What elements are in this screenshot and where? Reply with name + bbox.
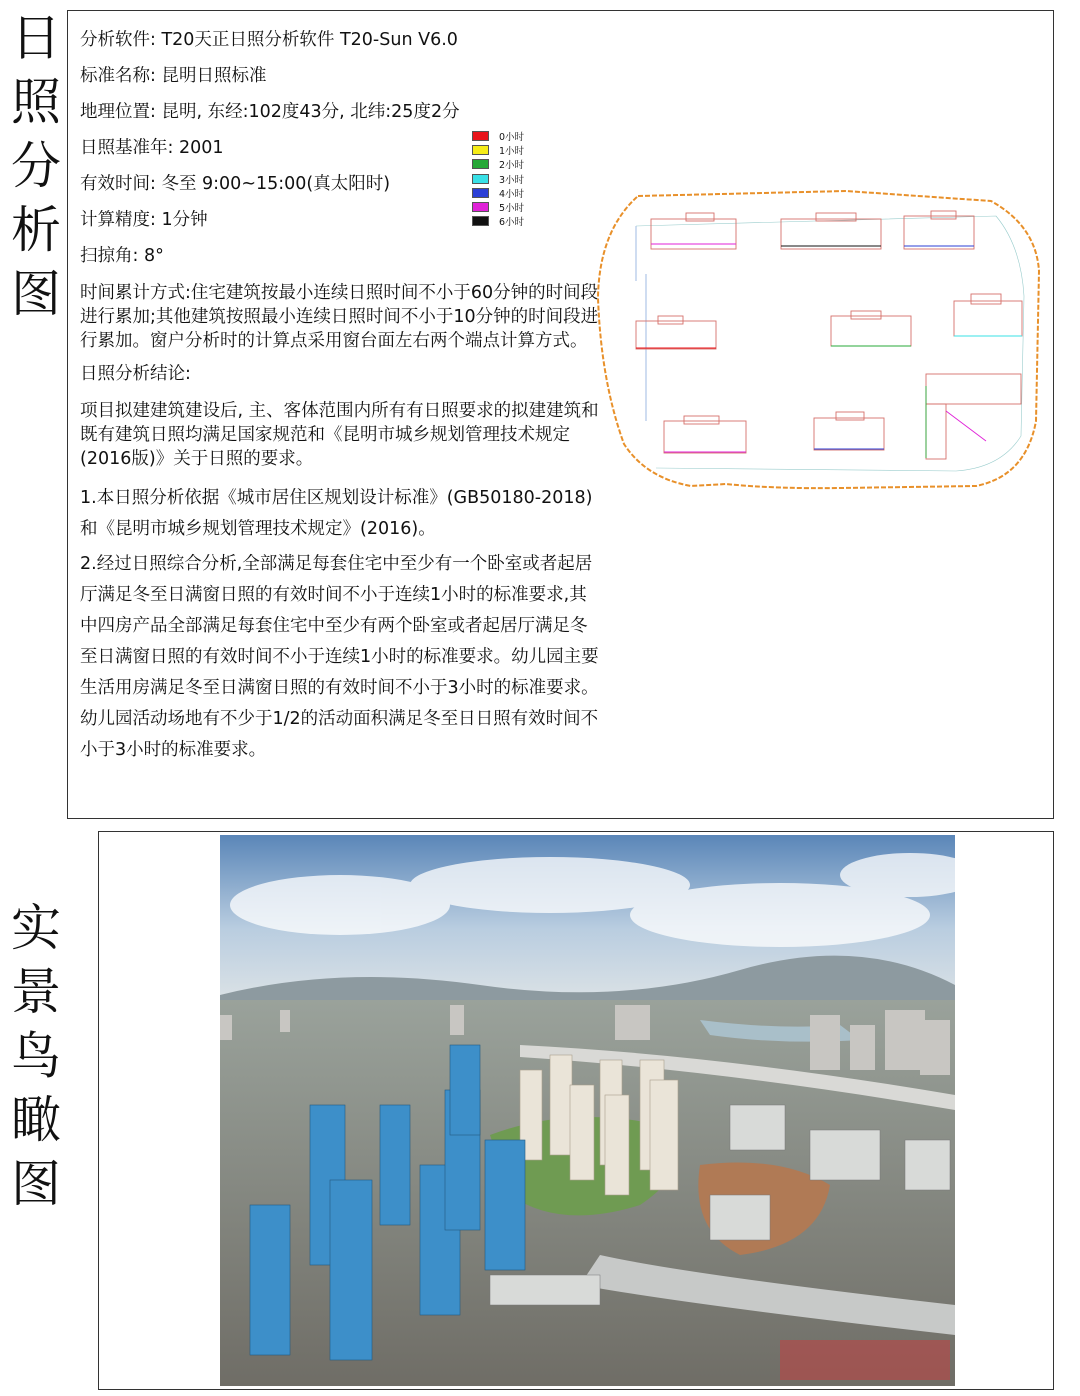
side-title-char: 瞰 [11, 1091, 61, 1149]
aerial-view-panel [98, 831, 1054, 1390]
conclusion-point-2: 2.经过日照综合分析,全部满足每套住宅中至少有一个卧室或者起居厅满足冬至日满窗日照的有效时间不小于连续1小时的标准要求,其中四房产品全部满足每套住宅中至少有两个卧室或者起居厅满足冬至日满窗日照的有效时间不小于连续1小时的标准要求。幼儿园主要生活用房满足冬至日满窗日照的有效时间不小于3小时的标准要求。幼儿园活动场地有不少于1/2的活动面积满足冬至日日照有效时间不小于3小时的标准要求。 [80, 554, 599, 760]
location-line: 地理位置: 昆明, 东经:102度43分, 北纬:25度2分 [80, 102, 460, 122]
sunlight-hours-legend [472, 129, 552, 228]
building-top-left [651, 213, 736, 249]
legend-item [472, 172, 552, 186]
legend-swatch [472, 202, 489, 212]
building-plans [636, 211, 1022, 459]
side-title-char: 照 [11, 73, 61, 131]
legend-label: 1小时 [499, 146, 525, 158]
inner-boundary [636, 216, 1024, 471]
legend-swatch [472, 188, 489, 198]
building-mid-right [954, 294, 1022, 336]
legend-label: 6小时 [499, 217, 525, 229]
side-title-char: 鸟 [11, 1027, 61, 1085]
road-line [636, 226, 646, 421]
legend-item [472, 129, 552, 143]
building-top-middle [781, 213, 881, 249]
side-title-char: 实 [11, 899, 61, 957]
building-bottom-middle [814, 412, 884, 450]
sweep-angle-line: 扫掠角: 8° [80, 246, 164, 266]
legend-swatch [472, 131, 489, 141]
valid-time-line: 有效时间: 冬至 9:00~15:00(真太阳时) [80, 174, 391, 194]
site-plan-diagram [596, 186, 1046, 496]
parking-lot [780, 1340, 950, 1380]
conclusion-title: 日照分析结论: [80, 364, 191, 384]
side-title-char: 日 [11, 9, 61, 67]
building-mid-left [636, 316, 716, 349]
aerial-photo [220, 835, 955, 1386]
software-line: 分析软件: T20天正日照分析软件 T20-Sun V6.0 [80, 30, 458, 50]
legend-label: 0小时 [499, 132, 525, 144]
legend-label: 3小时 [499, 174, 525, 186]
conclusion-point-1: 1.本日照分析依据《城市居住区规划设计标准》(GB50180-2018)和《昆明市城乡规划管理技术规定》(2016)。 [80, 488, 593, 539]
legend-label: 2小时 [499, 160, 525, 172]
legend-swatch [472, 145, 489, 155]
legend-label: 4小时 [499, 188, 525, 200]
legend-swatch [472, 174, 489, 184]
side-title-char: 图 [11, 265, 61, 323]
legend-swatch [472, 216, 489, 226]
legend-label: 5小时 [499, 203, 525, 215]
legend-swatch [472, 159, 489, 169]
building-kindergarten [926, 374, 1021, 459]
legend-item [472, 186, 552, 200]
accumulation-paragraph: 时间累计方式:住宅建筑按最小连续日照时间不小于60分钟的时间段进行累加;其他建筑按照最小连续日照时间不小于10分钟的时间段进行累加。窗户分析时的计算点采用窗台面左右两个端点计算方式。 [80, 283, 599, 351]
conclusion-summary: 项目拟建建筑建设后, 主、客体范围内所有有日照要求的拟建建筑和既有建筑日照均满足国家规范和《昆明市城乡规划管理技术规定(2016版)》关于日照的要求。 [80, 401, 599, 469]
legend-item [472, 143, 552, 157]
side-title-aerial-view [6, 896, 66, 1216]
side-title-char: 分 [11, 137, 61, 195]
precision-line: 计算精度: 1分钟 [80, 210, 208, 230]
legend-item [472, 200, 552, 214]
standard-line: 标准名称: 昆明日照标准 [80, 66, 267, 86]
side-title-sunlight-analysis [6, 6, 66, 326]
legend-item [472, 214, 552, 228]
side-title-char: 图 [11, 1155, 61, 1213]
base-year-line: 日照基准年: 2001 [80, 138, 224, 158]
side-title-char: 析 [11, 201, 61, 259]
side-title-char: 景 [11, 963, 61, 1021]
sunlight-analysis-panel [67, 10, 1054, 819]
legend-item [472, 157, 552, 171]
building-mid-center [831, 311, 911, 346]
building-bottom-left [664, 416, 746, 453]
